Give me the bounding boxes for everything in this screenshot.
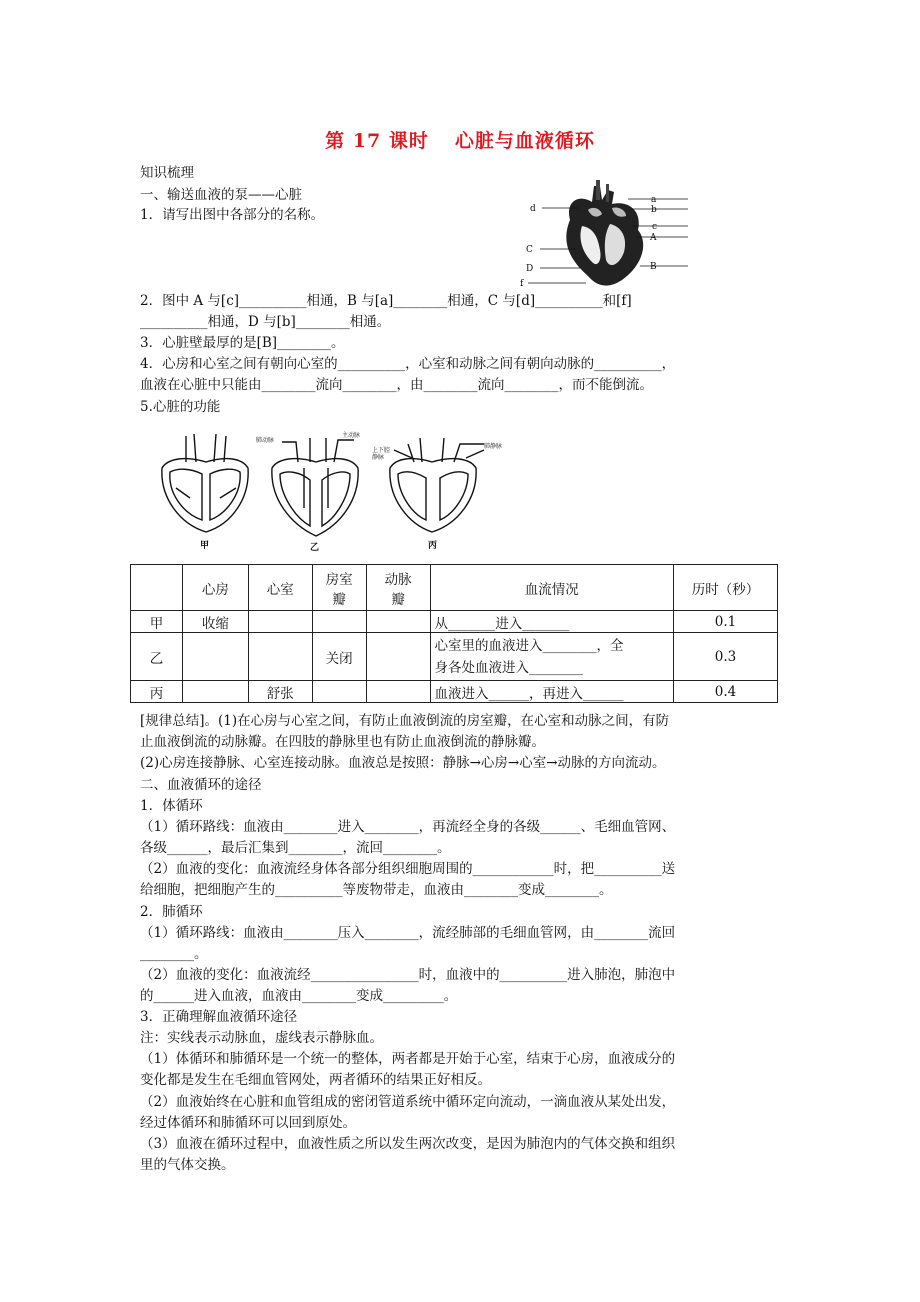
- caption-yi-left: 肺动脉: [256, 437, 275, 444]
- question-2-line2: __________相通，D 与[b]________相通。: [140, 314, 391, 330]
- table-cell: [248, 611, 312, 633]
- question-2-line1: 2．图中 A 与[c]__________相通，B 与[a]________相通，C 与[d]__________和[f]: [140, 293, 632, 309]
- table-cell: 关闭: [312, 633, 366, 681]
- understanding-heading: 3．正确理解血液循环途径: [140, 1009, 298, 1025]
- heart-phase-jia: [162, 434, 248, 532]
- caption-yi-right: 主动脉: [342, 432, 361, 439]
- table-cell: [312, 681, 366, 703]
- caption-bing-right: 肺静脉: [484, 443, 503, 450]
- heart-phase-bing: [390, 438, 484, 532]
- heart-label-c: c: [652, 222, 658, 232]
- rule-summary-line2: 止血液倒流的动脉瓣。在四肢的静脉里也有防止血液倒流的静脉瓣。: [140, 734, 545, 750]
- table-cell: 从_______进入_______: [430, 611, 674, 633]
- note-3-line1: （3）血液在循环过程中，血液性质之所以发生两次改变，是因为肺泡内的气体交换和组织: [140, 1136, 676, 1152]
- heart-label-D: D: [526, 264, 534, 274]
- table-cell: 乙: [131, 633, 183, 681]
- table-cell: 血液进入______，再进入______: [430, 681, 674, 703]
- systemic-change-line2: 给细胞，把细胞产生的__________等废物带走，血液由________变成________。: [140, 882, 613, 898]
- table-header-cell: 历时（秒）: [674, 565, 778, 611]
- question-4-line1: 4．心房和心室之间有朝向心室的__________，心室和动脉之间有朝向动脉的__________，: [140, 356, 676, 372]
- caption-jia: 甲: [200, 541, 210, 551]
- lesson-number: 第 17 课时: [325, 130, 429, 152]
- note-3-line2: 里的气体交换。: [140, 1157, 235, 1173]
- pulmonary-circulation-heading: 2．肺循环: [140, 904, 203, 920]
- table-cell: [312, 611, 366, 633]
- heart-label-a: a: [651, 195, 657, 205]
- table-header-cell: 心房: [182, 565, 248, 611]
- heart-label-B: B: [650, 262, 657, 272]
- table-header-cell: 房室 瓣: [312, 565, 366, 611]
- table-cell: [366, 611, 430, 633]
- heart-label-A: A: [650, 233, 657, 243]
- pulmonary-route-line2: ________。: [140, 946, 208, 962]
- note-1-line2: 变化都是发生在毛细血管网处，两者循环的结果正好相反。: [140, 1072, 491, 1088]
- question-5: 5.心脏的功能: [140, 399, 221, 415]
- systemic-change-line1: （2）血液的变化：血液流经身体各部分组织细胞周围的____________时，把__________送: [140, 861, 676, 877]
- table-cell: [366, 633, 430, 681]
- note-2-line1: （2）血液始终在心脏和血管组成的密闭管道系统中循环定向流动，一滴血液从某处出发，: [140, 1094, 676, 1110]
- pulmonary-route-line1: （1）循环路线：血液由________压入________，流经肺部的毛细血管网，由________流回: [140, 925, 676, 941]
- section-label: 知识梳理: [140, 165, 194, 181]
- question-4-line2: 血液在心脏中只能由________流向________，由________流向________，而不能倒流。: [140, 377, 653, 393]
- table-header-cell: 动脉 瓣: [366, 565, 430, 611]
- caption-yi: 乙: [310, 543, 320, 553]
- heart-diagram: [520, 180, 700, 290]
- table-row: [131, 681, 778, 703]
- table-header-cell: 血流情况: [430, 565, 674, 611]
- heart-label-b: b: [651, 205, 657, 215]
- table-cell: 丙: [131, 681, 183, 703]
- heart-label-f: f: [520, 279, 524, 289]
- systemic-route-line2: 各级______，最后汇集到________，流回________。: [140, 840, 451, 856]
- heart-phase-yi: [272, 438, 358, 536]
- note-2-line2: 经过体循环和肺循环可以回到原处。: [140, 1115, 356, 1131]
- table-header-cell: 心室: [248, 565, 312, 611]
- note-1-line1: （1）体循环和肺循环是一个统一的整体，两者都是开始于心室，结束于心房，血液成分的: [140, 1051, 676, 1067]
- table-row: [131, 633, 778, 681]
- table-cell: 0.4: [674, 681, 778, 703]
- line-style-note: 注：实线表示动脉血，虚线表示静脉血。: [140, 1030, 383, 1046]
- heart-cycle-table: [130, 564, 778, 703]
- table-cell: [182, 633, 248, 681]
- table-cell: 舒张: [248, 681, 312, 703]
- page-title: [0, 126, 920, 153]
- lesson-topic: 心脏与血液循环: [454, 130, 595, 152]
- section-2-heading: 二、血液循环的途径: [140, 777, 262, 793]
- table-header-cell: [131, 565, 183, 611]
- table-cell: [182, 681, 248, 703]
- section-1-heading: 一、输送血液的泵——心脏: [140, 187, 302, 203]
- heart-phase-diagrams: [150, 428, 510, 556]
- rule-summary-line1: [规律总结]。(1)在心房与心室之间，有防止血液倒流的房室瓣，在心室和动脉之间，有防: [140, 713, 670, 729]
- pulmonary-change-line1: （2）血液的变化：血液流经________________时，血液中的__________进入肺泡，肺泡中: [140, 967, 676, 983]
- table-row: [131, 611, 778, 633]
- caption-bing: 丙: [428, 541, 438, 551]
- table-cell: 收缩: [182, 611, 248, 633]
- systemic-route-line1: （1）循环路线：血液由________进入________，再流经全身的各级______、毛细血管网、: [140, 819, 676, 835]
- rule-summary-line3: (2)心房连接静脉、心室连接动脉。血液总是按照：静脉→心房→心室→动脉的方向流动。: [140, 755, 666, 771]
- table-cell: 0.3: [674, 633, 778, 681]
- caption-bing-left: 上下腔静脉: [372, 447, 391, 461]
- table-cell: 0.1: [674, 611, 778, 633]
- table-cell: [366, 681, 430, 703]
- table-cell: 甲: [131, 611, 183, 633]
- pulmonary-change-line2: 的______进入血液，血液由________变成_________。: [140, 988, 458, 1004]
- table-cell: 心室里的血液进入________，全 身各处血液进入________: [430, 633, 674, 681]
- heart-illustration: [566, 180, 643, 286]
- heart-label-d: d: [530, 204, 536, 214]
- question-1: 1．请写出图中各部分的名称。: [140, 207, 325, 223]
- table-cell: [248, 633, 312, 681]
- question-3: 3．心脏壁最厚的是[B]________。: [140, 335, 345, 351]
- table-header-row: [131, 565, 778, 611]
- heart-label-C: C: [526, 245, 533, 255]
- systemic-circulation-heading: 1．体循环: [140, 798, 203, 814]
